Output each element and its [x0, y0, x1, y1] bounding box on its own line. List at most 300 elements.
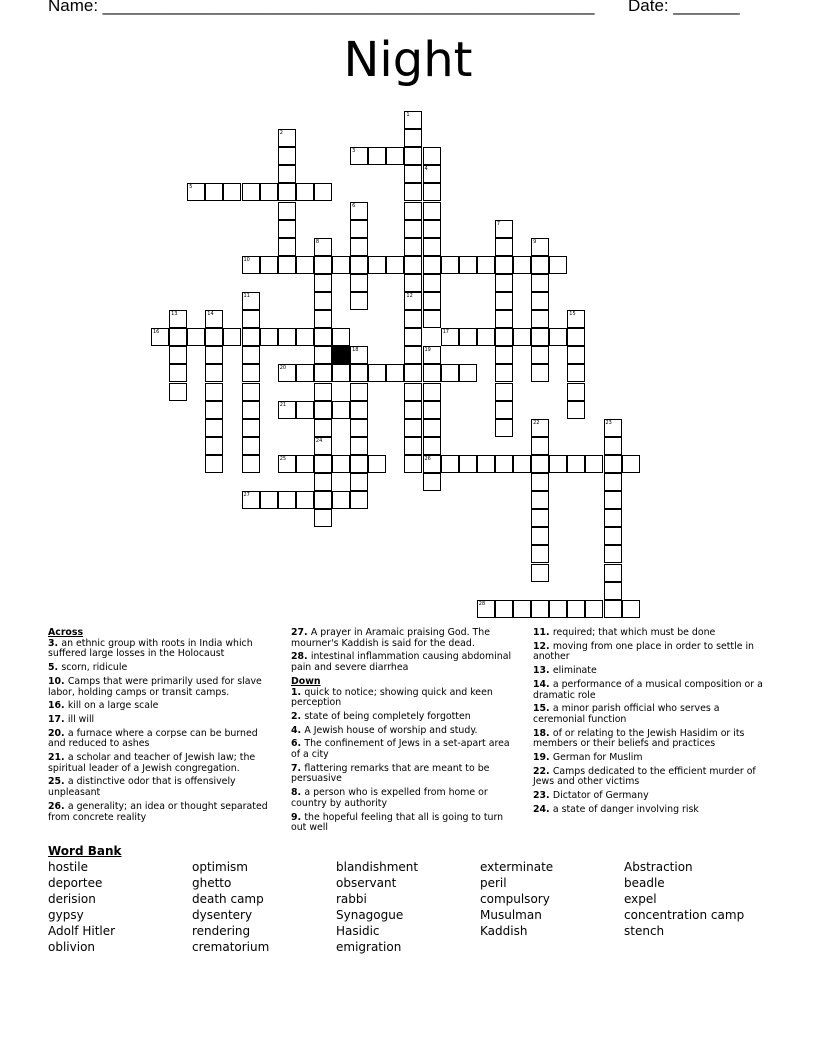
grid-cell[interactable] — [314, 256, 332, 274]
grid-cell[interactable] — [404, 437, 422, 455]
clue — [291, 726, 519, 737]
grid-cell[interactable] — [223, 328, 241, 346]
grid-cell[interactable] — [423, 346, 441, 364]
grid-cell[interactable] — [169, 310, 187, 328]
grid-cell[interactable] — [495, 419, 513, 437]
grid-cell[interactable] — [404, 401, 422, 419]
grid-cell[interactable] — [350, 346, 368, 364]
grid-cell[interactable] — [205, 310, 223, 328]
grid-cell[interactable] — [531, 455, 549, 473]
grid-cell[interactable] — [314, 310, 332, 328]
grid-cell[interactable] — [350, 220, 368, 238]
grid-cell[interactable] — [404, 383, 422, 401]
clue — [48, 701, 276, 712]
word-bank-item: gypsy — [48, 908, 84, 922]
grid-cell[interactable] — [549, 256, 567, 274]
clue — [48, 729, 276, 750]
grid-cell[interactable] — [423, 419, 441, 437]
grid-cell[interactable] — [604, 437, 622, 455]
grid-cell[interactable] — [242, 292, 260, 310]
grid-cell[interactable] — [477, 600, 495, 618]
grid-cell[interactable] — [459, 455, 477, 473]
clue-number: 10 — [243, 256, 250, 263]
grid-cell[interactable] — [495, 292, 513, 310]
grid-cell[interactable] — [549, 455, 567, 473]
grid-cell[interactable] — [314, 364, 332, 382]
grid-cell[interactable] — [314, 437, 332, 455]
clue-number: 18 — [352, 347, 359, 354]
grid-cell[interactable] — [278, 238, 296, 256]
grid-cell[interactable] — [604, 509, 622, 527]
word-bank-item: hostile — [48, 860, 88, 874]
word-bank-item: concentration camp — [624, 908, 745, 922]
grid-cell[interactable] — [404, 274, 422, 292]
grid-cell[interactable] — [350, 383, 368, 401]
word-bank-item: derision — [48, 892, 96, 906]
clue — [533, 753, 765, 764]
grid-cell[interactable] — [604, 582, 622, 600]
grid-cell[interactable] — [622, 455, 640, 473]
grid-cell[interactable] — [368, 455, 386, 473]
clue-text: state of being completely forgotten — [304, 710, 471, 722]
grid-cell[interactable] — [495, 256, 513, 274]
name-field[interactable]: Name: ____________________________________________________ — [48, 0, 595, 15]
grid-cell[interactable] — [242, 310, 260, 328]
grid-cell[interactable] — [278, 328, 296, 346]
grid-cell[interactable] — [314, 183, 332, 201]
grid-cell[interactable] — [531, 545, 549, 563]
clue-text: eliminate — [552, 665, 597, 677]
clue-number: 18. — [533, 727, 553, 739]
grid-cell[interactable] — [404, 364, 422, 382]
grid-cell[interactable] — [531, 491, 549, 509]
clue-number: 16. — [48, 700, 68, 712]
grid-cell[interactable] — [314, 491, 332, 509]
grid-cell[interactable] — [531, 274, 549, 292]
clue — [291, 788, 519, 809]
grid-cell[interactable] — [567, 455, 585, 473]
grid-cell[interactable] — [567, 600, 585, 618]
grid-cell[interactable] — [423, 310, 441, 328]
grid-cell[interactable] — [604, 564, 622, 582]
down-heading: Down — [291, 675, 321, 687]
grid-cell[interactable] — [441, 364, 459, 382]
grid-cell[interactable] — [278, 183, 296, 201]
grid-cell[interactable] — [423, 292, 441, 310]
grid-cell[interactable] — [260, 491, 278, 509]
clue-number: 8 — [315, 238, 320, 245]
grid-cell[interactable] — [350, 455, 368, 473]
clue-number: 27. — [291, 627, 311, 638]
grid-cell[interactable] — [205, 437, 223, 455]
grid-cell[interactable] — [314, 455, 332, 473]
grid-cell[interactable] — [205, 419, 223, 437]
grid-cell[interactable] — [423, 147, 441, 165]
grid-cell[interactable] — [477, 455, 495, 473]
grid-cell[interactable] — [404, 346, 422, 364]
grid-cell[interactable] — [495, 328, 513, 346]
grid-cell[interactable] — [495, 401, 513, 419]
grid-cell[interactable] — [350, 274, 368, 292]
grid-cell[interactable] — [423, 383, 441, 401]
date-field[interactable]: Date: _______ — [628, 0, 740, 15]
grid-cell[interactable] — [604, 419, 622, 437]
grid-cell[interactable] — [404, 183, 422, 201]
grid-cell[interactable] — [278, 455, 296, 473]
grid-cell[interactable] — [205, 328, 223, 346]
grid-cell[interactable] — [187, 328, 205, 346]
grid-cell[interactable] — [404, 111, 422, 129]
grid-cell[interactable] — [423, 165, 441, 183]
grid-cell[interactable] — [242, 346, 260, 364]
grid-cell[interactable] — [495, 346, 513, 364]
clue-text: A prayer in Aramaic praising God. The mourner's Kaddish is said for the dead. — [291, 627, 490, 649]
clue-text: a minor parish official who serves a ceremonial function — [533, 703, 720, 725]
grid-cell[interactable] — [296, 455, 314, 473]
grid-cell[interactable] — [495, 310, 513, 328]
grid-cell[interactable] — [350, 202, 368, 220]
grid-cell[interactable] — [242, 328, 260, 346]
grid-cell[interactable] — [350, 437, 368, 455]
clue — [291, 628, 519, 649]
clue-number: 15. — [533, 703, 553, 715]
grid-cell[interactable] — [604, 491, 622, 509]
grid-cell[interactable] — [223, 183, 241, 201]
grid-cell[interactable] — [531, 364, 549, 382]
grid-cell[interactable] — [278, 256, 296, 274]
grid-cell[interactable] — [296, 491, 314, 509]
grid-cell[interactable] — [567, 346, 585, 364]
clue-number: 3. — [48, 637, 62, 649]
clue-text: The confinement of Jews in a set-apart area of a city — [291, 738, 510, 761]
grid-cell[interactable] — [296, 183, 314, 201]
grid-cell[interactable] — [423, 202, 441, 220]
grid-cell[interactable] — [296, 328, 314, 346]
grid-cell[interactable] — [549, 600, 567, 618]
grid-cell[interactable] — [423, 274, 441, 292]
grid-cell[interactable] — [495, 238, 513, 256]
clue-number: 27 — [243, 492, 250, 499]
grid-cell[interactable] — [350, 256, 368, 274]
grid-cell[interactable] — [404, 238, 422, 256]
grid-cell[interactable] — [242, 183, 260, 201]
grid-cell[interactable] — [169, 328, 187, 346]
grid-cell[interactable] — [278, 202, 296, 220]
grid-cell[interactable] — [205, 383, 223, 401]
grid-cell[interactable] — [350, 473, 368, 491]
grid-cell[interactable] — [531, 564, 549, 582]
word-bank-item: oblivion — [48, 940, 96, 954]
grid-cell[interactable] — [332, 455, 350, 473]
grid-cell[interactable] — [423, 437, 441, 455]
clue — [48, 753, 276, 774]
word-bank-item: dysentery — [192, 908, 253, 922]
across-heading: Across — [48, 627, 84, 638]
grid-cell[interactable] — [404, 310, 422, 328]
clue-number: 21. — [48, 752, 68, 764]
grid-cell[interactable] — [423, 238, 441, 256]
grid-cell[interactable] — [459, 256, 477, 274]
grid-cell[interactable] — [242, 364, 260, 382]
clue — [291, 813, 519, 834]
clue-number: 2. — [291, 710, 305, 722]
word-bank-item: rabbi — [336, 892, 367, 906]
grid-cell[interactable] — [531, 600, 549, 618]
clue — [291, 712, 519, 723]
grid-cell[interactable] — [567, 310, 585, 328]
grid-cell[interactable] — [495, 455, 513, 473]
grid-cell[interactable] — [622, 600, 640, 618]
grid-cell[interactable] — [296, 401, 314, 419]
grid-cell[interactable] — [242, 256, 260, 274]
clue-number: 24. — [533, 803, 553, 815]
grid-cell[interactable] — [404, 455, 422, 473]
clue-number: 17 — [442, 329, 449, 336]
grid-cell[interactable] — [404, 165, 422, 183]
grid-cell[interactable] — [567, 328, 585, 346]
grid-cell[interactable] — [314, 509, 332, 527]
clue-number: 10. — [48, 675, 68, 687]
grid-cell[interactable] — [205, 346, 223, 364]
clue-number: 13. — [533, 665, 553, 677]
grid-cell[interactable] — [477, 256, 495, 274]
grid-cell[interactable] — [350, 491, 368, 509]
clue-number: 12 — [406, 293, 413, 299]
grid-cell[interactable] — [513, 328, 531, 346]
grid-cell[interactable] — [531, 437, 549, 455]
grid-cell[interactable] — [205, 401, 223, 419]
grid-cell[interactable] — [260, 183, 278, 201]
word-bank-item: compulsory — [480, 892, 550, 906]
grid-cell[interactable] — [404, 220, 422, 238]
grid-cell[interactable] — [423, 183, 441, 201]
grid-cell[interactable] — [423, 364, 441, 382]
clue-number: 19. — [533, 752, 553, 764]
grid-cell[interactable] — [205, 364, 223, 382]
grid-cell[interactable] — [296, 256, 314, 274]
grid-cell[interactable] — [567, 383, 585, 401]
clue-text: a distinctive odor that is offensively unpleasant — [48, 776, 236, 799]
grid-cell[interactable] — [531, 346, 549, 364]
grid-cell[interactable] — [242, 401, 260, 419]
clue-number: 17. — [48, 713, 68, 725]
clue-number: 1. — [291, 686, 305, 698]
grid-cell[interactable] — [205, 455, 223, 473]
grid-cell[interactable] — [332, 401, 350, 419]
grid-cell[interactable] — [169, 383, 187, 401]
grid-cell[interactable] — [585, 600, 603, 618]
grid-cell[interactable] — [242, 383, 260, 401]
grid-cell[interactable] — [314, 383, 332, 401]
grid-cell[interactable] — [604, 600, 622, 618]
clue — [533, 628, 765, 639]
grid-cell[interactable] — [531, 419, 549, 437]
grid-cell[interactable] — [278, 364, 296, 382]
grid-cell[interactable] — [278, 220, 296, 238]
grid-cell[interactable] — [350, 147, 368, 165]
grid-cell[interactable] — [531, 473, 549, 491]
grid-cell[interactable] — [404, 147, 422, 165]
clue — [533, 791, 765, 802]
grid-cell[interactable] — [531, 256, 549, 274]
grid-cell[interactable] — [441, 256, 459, 274]
grid-cell[interactable] — [423, 256, 441, 274]
word-bank-item: Kaddish — [480, 924, 528, 938]
clue — [533, 642, 765, 663]
clue-number: 7. — [291, 762, 305, 774]
grid-cell[interactable] — [404, 256, 422, 274]
clue-text: a generality; an idea or thought separated from concrete reality — [48, 800, 268, 823]
grid-cell[interactable] — [242, 491, 260, 509]
grid-cell[interactable] — [350, 364, 368, 382]
grid-cell[interactable] — [314, 419, 332, 437]
grid-cell[interactable] — [459, 364, 477, 382]
grid-cell[interactable] — [332, 364, 350, 382]
clue — [48, 802, 276, 823]
clue — [291, 688, 519, 709]
grid-cell[interactable] — [404, 129, 422, 147]
grid-cell[interactable] — [531, 527, 549, 545]
clue-number: 16 — [153, 329, 160, 336]
grid-cell[interactable] — [495, 220, 513, 238]
grid-cell[interactable] — [386, 147, 404, 165]
clue-number: 14. — [533, 678, 553, 690]
grid-cell[interactable] — [513, 256, 531, 274]
grid-cell[interactable] — [513, 455, 531, 473]
clue — [291, 764, 519, 785]
grid-cell[interactable] — [151, 328, 169, 346]
grid-cell[interactable] — [242, 419, 260, 437]
grid-cell[interactable] — [278, 165, 296, 183]
grid-cell[interactable] — [531, 328, 549, 346]
grid-cell[interactable] — [350, 419, 368, 437]
clue-number: 25. — [48, 776, 68, 788]
grid-cell[interactable] — [314, 473, 332, 491]
grid-cell[interactable] — [332, 328, 350, 346]
word-bank-item: death camp — [192, 892, 264, 906]
grid-cell[interactable] — [567, 401, 585, 419]
grid-cell[interactable] — [441, 328, 459, 346]
clue-number: 24 — [315, 437, 323, 444]
grid-cell[interactable] — [242, 437, 260, 455]
grid-cell[interactable] — [187, 183, 205, 201]
grid-cell[interactable] — [350, 401, 368, 419]
grid-cell[interactable] — [169, 346, 187, 364]
grid-cell[interactable] — [278, 491, 296, 509]
clue-text: flattering remarks that are meant to be persuasive — [291, 762, 490, 785]
grid-cell[interactable] — [260, 328, 278, 346]
clue-number: 19 — [424, 347, 431, 354]
grid-cell[interactable] — [404, 202, 422, 220]
grid-cell[interactable] — [205, 183, 223, 201]
clue-number: 1 — [406, 112, 410, 118]
grid-cell[interactable] — [495, 364, 513, 382]
grid-cell[interactable] — [495, 383, 513, 401]
grid-cell[interactable] — [495, 600, 513, 618]
grid-cell[interactable] — [604, 455, 622, 473]
word-bank-item: blandishment — [336, 860, 419, 874]
clue-text: ill will — [67, 713, 95, 725]
grid-cell[interactable] — [278, 147, 296, 165]
grid-cell[interactable] — [296, 364, 314, 382]
word-bank-item: Musulman — [480, 908, 542, 922]
grid-cell[interactable] — [477, 328, 495, 346]
clue-number: 21 — [279, 401, 287, 408]
clue — [533, 666, 765, 677]
grid-cell[interactable] — [441, 455, 459, 473]
grid-cell[interactable] — [531, 509, 549, 527]
grid-cell[interactable] — [242, 455, 260, 473]
grid-cell[interactable] — [531, 292, 549, 310]
clue — [533, 805, 765, 816]
grid-cell[interactable] — [314, 328, 332, 346]
grid-cell[interactable] — [278, 129, 296, 147]
clue — [533, 704, 765, 725]
clue-text: a scholar and teacher of Jewish law; the spiritual leader of a Jewish congregation. — [48, 752, 256, 774]
grid-cell[interactable] — [368, 364, 386, 382]
word-bank-item: beadle — [624, 876, 665, 890]
grid-cell[interactable] — [260, 256, 278, 274]
grid-cell[interactable] — [567, 364, 585, 382]
clue-number: 15 — [569, 311, 576, 318]
clue-text: a performance of a musical composition or a dramatic role — [533, 678, 763, 701]
grid-cell[interactable] — [332, 256, 350, 274]
grid-cell[interactable] — [368, 256, 386, 274]
grid-cell[interactable] — [169, 364, 187, 382]
clue-number: 23 — [605, 419, 612, 426]
grid-cell[interactable] — [386, 256, 404, 274]
grid-cell[interactable] — [404, 328, 422, 346]
clue-number: 4 — [424, 166, 428, 173]
clues-column-1 — [48, 628, 276, 826]
clue-number: 28. — [291, 651, 311, 663]
grid-cell[interactable] — [314, 401, 332, 419]
grid-cell[interactable] — [423, 455, 441, 473]
grid-cell[interactable] — [495, 274, 513, 292]
grid-cell[interactable] — [423, 220, 441, 238]
grid-cell[interactable] — [368, 147, 386, 165]
grid-cell[interactable] — [386, 364, 404, 382]
grid-cell[interactable] — [459, 328, 477, 346]
grid-cell[interactable] — [314, 292, 332, 310]
grid-cell[interactable] — [314, 346, 332, 364]
grid-cell[interactable] — [604, 527, 622, 545]
word-bank-item: observant — [336, 876, 397, 890]
grid-cell[interactable] — [513, 600, 531, 618]
grid-cell[interactable] — [314, 274, 332, 292]
grid-cell[interactable] — [585, 455, 603, 473]
grid-cell[interactable] — [332, 491, 350, 509]
clue — [533, 680, 765, 701]
grid-cell[interactable] — [350, 238, 368, 256]
grid-cell[interactable] — [423, 473, 441, 491]
clue — [291, 652, 519, 673]
grid-cell[interactable] — [604, 545, 622, 563]
grid-cell[interactable] — [423, 401, 441, 419]
clue-number: 28 — [478, 600, 486, 607]
grid-cell[interactable] — [531, 238, 549, 256]
grid-cell[interactable] — [549, 328, 567, 346]
grid-cell[interactable] — [404, 292, 422, 310]
grid-cell[interactable] — [531, 310, 549, 328]
grid-cell[interactable] — [604, 473, 622, 491]
grid-cell[interactable] — [278, 401, 296, 419]
grid-cell[interactable] — [404, 419, 422, 437]
clue-number: 23. — [533, 790, 553, 802]
grid-cell[interactable] — [314, 238, 332, 256]
grid-cell[interactable] — [350, 292, 368, 310]
clue-number: 2 — [279, 130, 283, 137]
